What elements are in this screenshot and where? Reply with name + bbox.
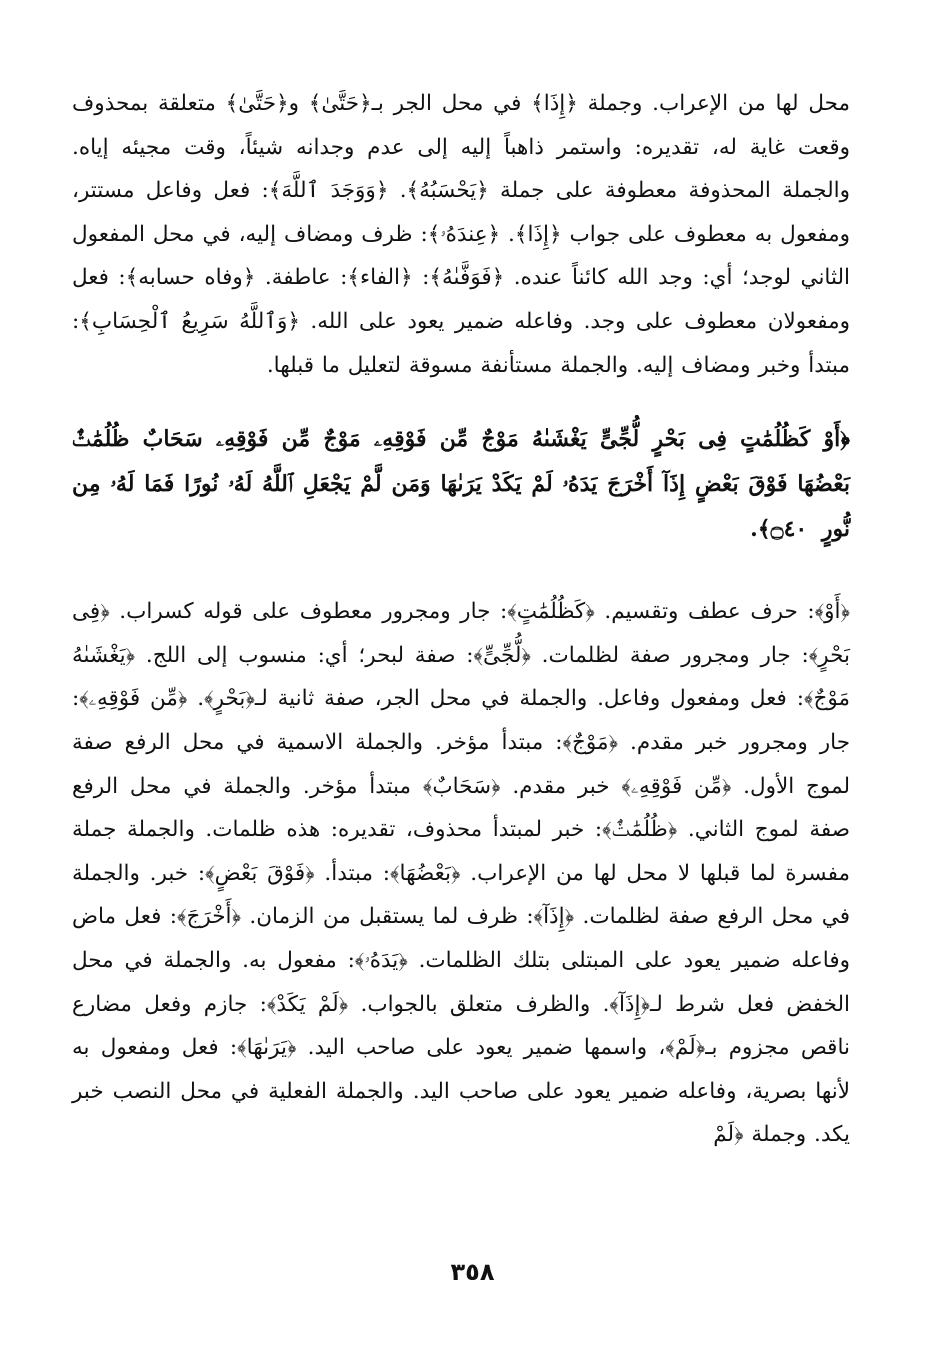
verse-text: ﴿أَوْ كَظُلُمَٰتٍ فِى بَحْرٍ لُّجِّىٍّ يَغْشَىٰهُ مَوْجٌ مِّن فَوْقِهِۦ مَوْجٌ مِّن فَوْقِهِۦ سَحَابٌ ظُلُمَٰتٌۢ بَعْضُهَا فَوْقَ بَعْضٍ إِذَآ أَخْرَجَ يَدَهُۥ لَمْ يَكَدْ يَرَىٰهَا وَمَن لَّمْ يَجْعَلِ ٱللَّهُ لَهُۥ نُورًا فَمَا لَهُۥ مِن نُّورٍ — [72, 426, 850, 543]
page-content — [72, 82, 850, 1157]
quran-verse — [72, 417, 850, 552]
commentary-paragraph-top: محل لها من الإعراب. وجملة ﴿إِذَا﴾ في محل الجر بـ﴿حَتَّىٰ﴾ و﴿حَتَّىٰ﴾ متعلقة بمحذوف وقعت غاية له، تقديره: واستمر ذاهباً إليه إلى عدم وجدانه شيئاً، وقت مجيئه إياه. والجملة المحذوفة معطوفة على جملة ﴿يَحْسَبُهُ﴾. ﴿وَوَجَدَ ٱللَّهَ﴾: فعل وفاعل مستتر، ومفعول به معطوف على جواب ﴿إِذَا﴾. ﴿عِندَهُۥ﴾: ظرف ومضاف إليه، في محل المفعول الثاني لوجد؛ أي: وجد الله كائناً عنده. ﴿فَوَفَّىٰهُ﴾: ﴿الفاء﴾: عاطفة. ﴿وفاه حسابه﴾: فعل ومفعولان معطوف على وجد. وفاعله ضمير يعود على الله. ﴿وَٱللَّهُ سَرِيعُ ٱلْحِسَابِ﴾: مبتدأ وخبر ومضاف إليه. والجملة مستأنفة مسوقة لتعليل ما قبلها. — [72, 91, 850, 378]
page-number: ٣٥٨ — [450, 1258, 495, 1286]
grammatical-analysis-paragraph: ﴿أَوْ﴾: حرف عطف وتقسيم. ﴿كَظُلُمَٰتٍ﴾: جار ومجرور معطوف على قوله كسراب. ﴿فِى بَحْرٍ﴾: جار ومجرور صفة لظلمات. ﴿لُّجِّىٍّ﴾: صفة لبحر؛ أي: منسوب إلى اللج. ﴿يَغْشَىٰهُ مَوْجٌ﴾: فعل ومفعول وفاعل. والجملة في محل الجر، صفة ثانية لـ﴿بَحْرٍ﴾. ﴿مِّن فَوْقِهِۦ﴾: جار ومجرور خبر مقدم. ﴿مَوْجٌ﴾: مبتدأ مؤخر. والجملة الاسمية في محل الرفع صفة لموج الأول. ﴿مِّن فَوْقِهِۦ﴾ خبر مقدم. ﴿سَحَابٌ﴾ مبتدأ مؤخر. والجملة في محل الرفع صفة لموج الثاني. ﴿ظُلُمَٰتٌۢ﴾: خبر لمبتدأ محذوف، تقديره: هذه ظلمات. والجملة جملة مفسرة لما قبلها لا محل لها من الإعراب. ﴿بَعْضُهَا﴾: مبتدأ. ﴿فَوْقَ بَعْضٍ﴾: خبر. والجملة في محل الرفع صفة لظلمات. ﴿إِذَآ﴾: ظرف لما يستقبل من الزمان. ﴿أَخْرَجَ﴾: فعل ماض وفاعله ضمير يعود على المبتلى بتلك الظلمات. ﴿يَدَهُۥ﴾: مفعول به. والجملة في محل الخفض فعل شرط لـ﴿إِذَآ﴾. والظرف متعلق بالجواب. ﴿لَمْ يَكَدْ﴾: جازم وفعل مضارع ناقص مجزوم بـ﴿لَمْ﴾، واسمها ضمير يعود على صاحب اليد. ﴿يَرَىٰهَا﴾: فعل ومفعول به لأنها بصرية، وفاعله ضمير يعود على صاحب اليد. والجملة الفعلية في محل النصب خبر يكد. وجملة ﴿لَمْ — [72, 599, 850, 1148]
verse-number-marker: ۝٤٠﴾. — [750, 516, 808, 543]
